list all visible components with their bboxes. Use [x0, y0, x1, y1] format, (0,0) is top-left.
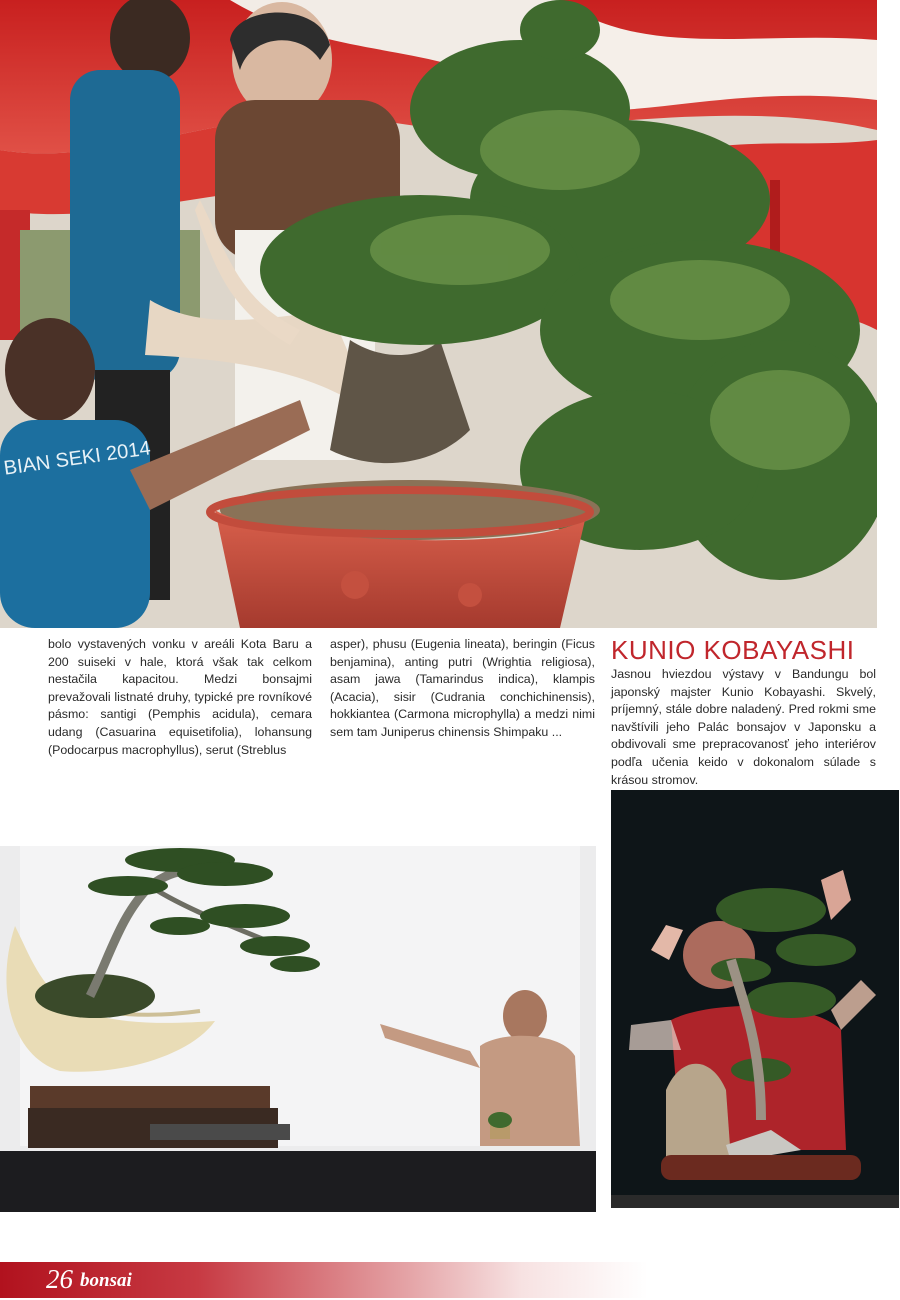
article-text-3: Jasnou hviezdou výstavy v Bandungu bol japonský majster Kunio Kobayashi. Skvelý, príjemný, stále dobre naladený. Pred rokmi sme navštívili jeho Palác bonsajov v Japonsku a obdivovali sme prepracovanosť jeho interiérov podľa učenia keido v dokonalom súlade s krásou stromov. — [611, 667, 876, 787]
footer-band — [0, 1262, 900, 1298]
article-column-3 — [611, 666, 876, 789]
article-text-2: asper), phusu (Eugenia lineata), beringin (Ficus benjamina), anting putri (Wrightia religiosa), asam jawa (Tamarindus indica), klampis (Acacia), sisir (Cudrania conchichinensis), hokkiantea (Carmona microphylla) a medzi nimi sem tam Juniperus chinensis Shimpaku ... — [330, 637, 595, 739]
bonsai-display-illustration — [0, 846, 596, 1212]
kobayashi-styling-illustration — [611, 790, 899, 1208]
top-photo-illustration — [0, 0, 877, 628]
top-photo — [0, 0, 877, 628]
shirt-text: BIAN SEKI 2014 — [2, 437, 152, 480]
article-column-1 — [48, 636, 312, 759]
page-number: 26 — [46, 1264, 73, 1294]
section-heading: KUNIO KOBAYASHI — [611, 635, 855, 665]
article-column-2 — [330, 636, 595, 742]
magazine-name: bonsai — [80, 1270, 132, 1291]
article-text-1: bolo vystavených vonku v areáli Kota Baru a 200 suiseki v hale, ktorá však tak celkom nestačila kapacitou. Medzi bonsajmi prevažovali listnaté druhy, typické pre rovníkové pásmo: santigi (Pemphis acidula), cemara udang (Casuarina equisetifolia), lohansung (Podocarpus macrophyllus), serut (Streblus — [48, 637, 312, 757]
bottom-left-photo — [0, 846, 596, 1212]
bottom-right-photo — [611, 790, 899, 1208]
